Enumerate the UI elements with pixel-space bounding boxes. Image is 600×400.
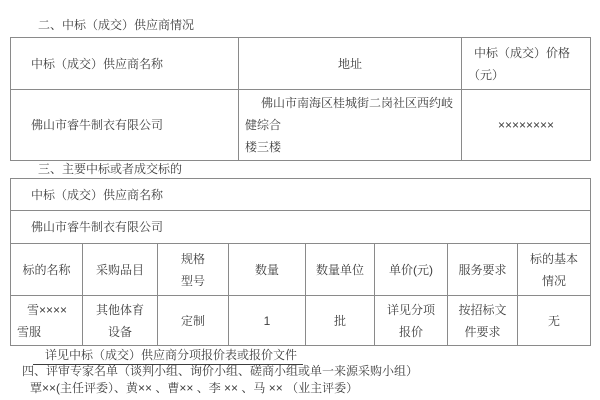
subject-name-line1: 雪××××: [27, 302, 68, 317]
spec-header-cell: [158, 244, 229, 296]
unit-price-cell: [375, 296, 448, 346]
supplier-address-line2: 楼三楼: [245, 140, 282, 154]
subject-name-header-cell: 标的名称: [11, 244, 83, 296]
awarded-subject-table: [10, 178, 591, 346]
basic-info-cell: 无: [518, 296, 591, 346]
subject-supplier-name-row: [11, 211, 591, 244]
basic-info-header-cell: [518, 244, 591, 296]
supplier-address-line1: 佛山市南海区桂城街二岗社区西约岐健综合: [245, 96, 454, 132]
price-header-line1: 中标（成交）价格: [474, 45, 571, 60]
winning-price-cell: ××××××××: [462, 90, 591, 161]
service-cell: [448, 296, 518, 346]
price-header-cell: [462, 38, 591, 90]
category-line2: 设备: [107, 324, 132, 339]
subject-supplier-label-cell: 中标（成交）供应商名称: [11, 179, 591, 211]
winning-supplier-table: [10, 37, 591, 161]
subject-name-cell: [11, 296, 83, 346]
spec-header-line1: 规格: [180, 251, 205, 266]
supplier-table-data-row: [11, 90, 591, 161]
subject-supplier-label-row: [11, 179, 591, 211]
basic-info-header-line2: 情况: [542, 273, 567, 288]
supplier-name-header-cell: 中标（成交）供应商名称: [11, 38, 239, 90]
category-line1: 其他体育: [95, 302, 144, 317]
supplier-name-cell: 佛山市睿牛制衣有限公司: [11, 90, 239, 161]
basic-info-header-line1: 标的基本: [530, 251, 579, 266]
spec-cell: 定制: [158, 296, 229, 346]
section-3-title: 三、主要中标或者成交标的: [38, 162, 183, 176]
quantity-header-cell: 数量: [229, 244, 306, 296]
address-header-cell: 地址: [239, 38, 462, 90]
subject-table-data-row: [11, 296, 591, 346]
quantity-cell: 1: [229, 296, 306, 346]
category-cell: [83, 296, 158, 346]
section-4-title: 四、评审专家名单（谈判小组、询价小组、磋商小组或单一来源采购小组）: [22, 364, 419, 378]
unit-price-line2: 报价: [398, 324, 423, 339]
pricing-detail-note-text: 详见中标（成交）供应商分项报价表或报价文件: [33, 346, 303, 365]
service-line2: 件要求: [464, 324, 501, 339]
section-2-title: 二、中标（成交）供应商情况: [38, 18, 195, 32]
expert-names-line: 覃××(主任评委）、黄×× 、曹×× 、李 ×× 、马 ×× （业主评委）: [30, 381, 359, 395]
unit-cell: 批: [306, 296, 375, 346]
unit-header-cell: 数量单位: [306, 244, 375, 296]
service-header-cell: 服务要求: [448, 244, 518, 296]
subject-name-line2: 雪服: [17, 324, 42, 339]
unit-price-header-cell: 单价(元): [375, 244, 448, 296]
subject-table-header-row: [11, 244, 591, 296]
category-header-cell: 采购品目: [83, 244, 158, 296]
unit-price-line1: 详见分项: [386, 302, 435, 317]
supplier-address-cell: [239, 90, 462, 161]
price-header-line2: （元）: [468, 67, 505, 82]
supplier-table-header-row: [11, 38, 591, 90]
service-line1: 按招标文: [458, 302, 507, 317]
subject-supplier-name-cell: 佛山市睿牛制衣有限公司: [11, 211, 591, 244]
spec-header-line2: 型号: [180, 273, 205, 288]
